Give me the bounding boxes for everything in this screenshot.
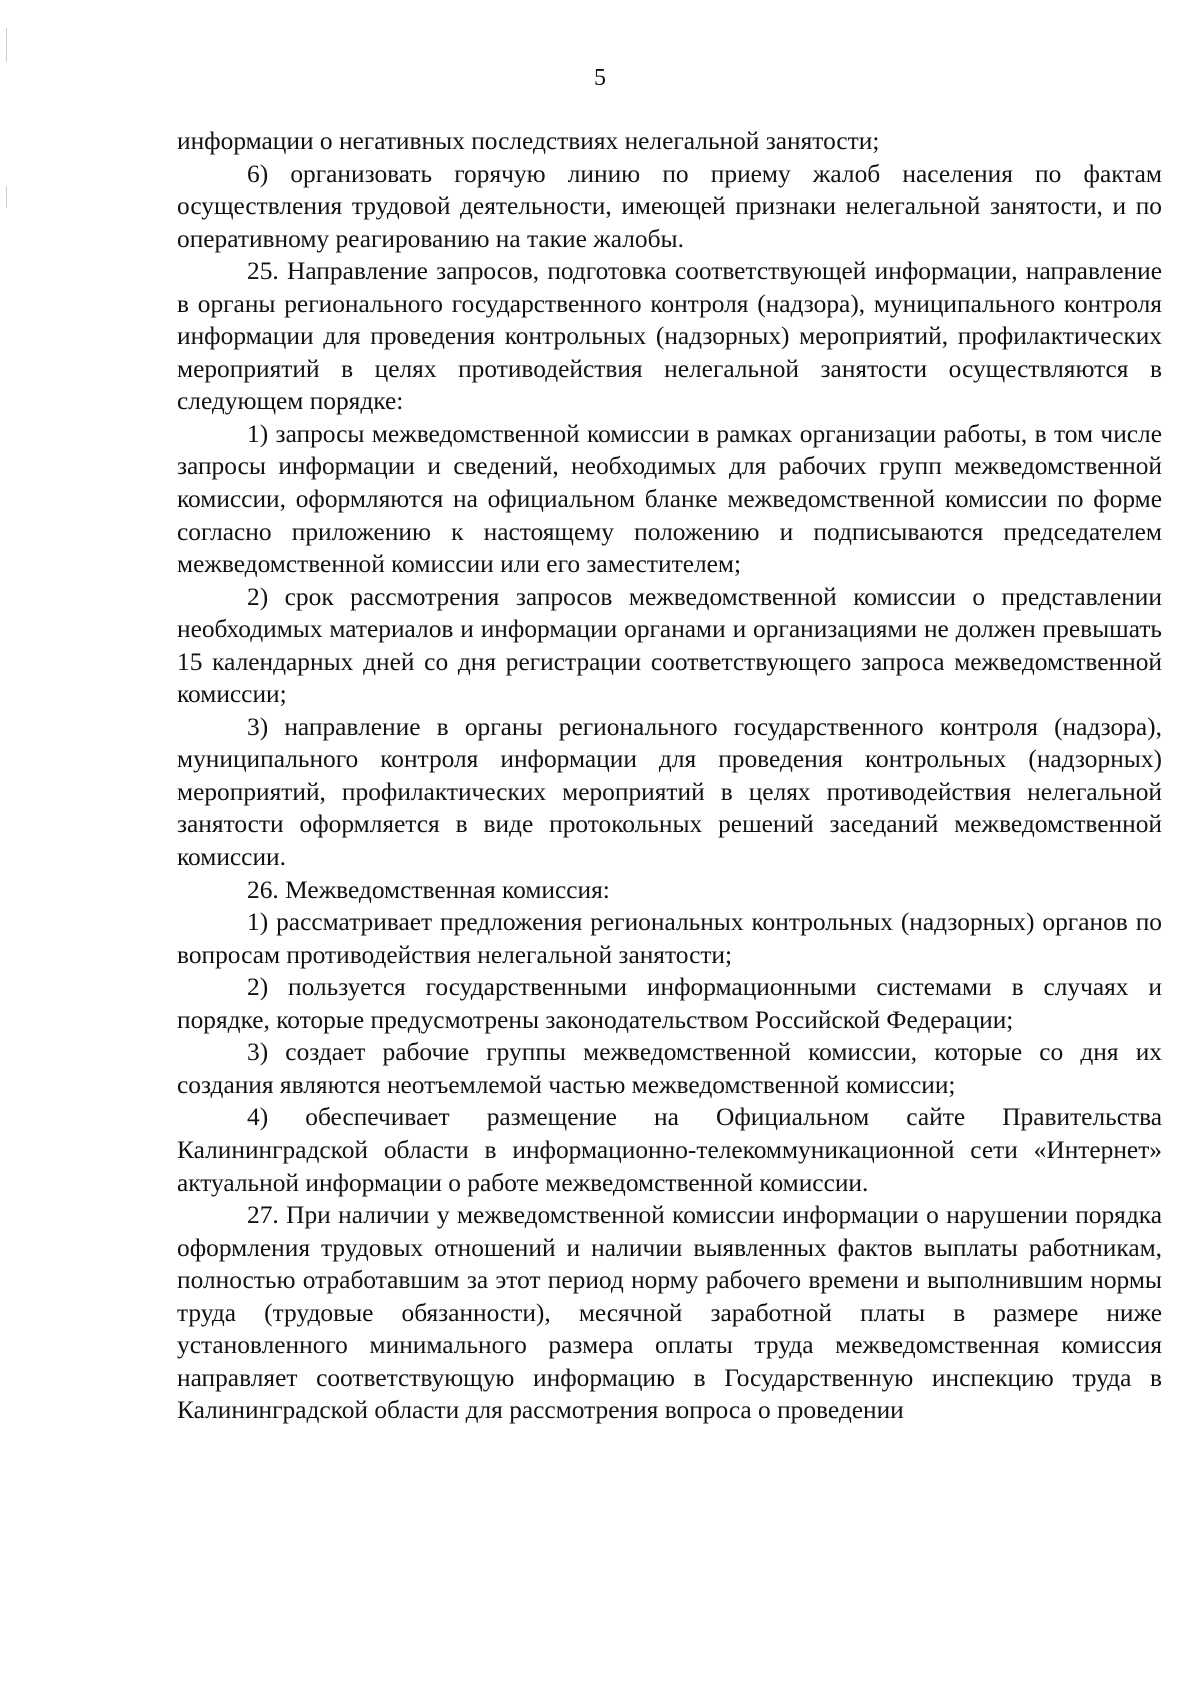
scan-margin-mark [6,186,7,208]
paragraph-clause-25: 25. Направление запросов, подготовка соответствующей информации, направление в органы регионального государственного контроля (надзора), муниципального контроля информации для проведения контрольных (надзорных) мероприятий, профилактических мероприятий в целях противодействия нелегальной занятости осуществляются в следующем порядке: [177,257,1162,416]
paragraph-item-2: 2) пользуется государственными информационными системами в случаях и порядке, которые предусмотрены законодательством Российской Федерации; [177,973,1162,1034]
paragraph-continuation: информации о негативных последствиях нелегальной занятости; [177,127,880,155]
paragraph-clause-27: 27. При наличии у межведомственной комиссии информации о нарушении порядка оформления трудовых отношений и наличии выявленных фактов выплаты работникам, полностью отработавшим за этот период норму рабочего времени и выполнившим нормы труда (трудовые обязанности), месячной заработной платы в размере ниже установленного минимального размера оплаты труда межведомственная комиссия направляет соответствующую информацию в Государственную инспекцию труда в Калининградской области для рассмотрения вопроса о проведении [177,1201,1162,1425]
page-number: 5 [594,65,606,91]
paragraph-item-3: 3) создает рабочие группы межведомственной комиссии, которые со дня их создания являются неотъемлемой частью межведомственной комиссии; [177,1038,1162,1099]
paragraph-item-2: 2) срок рассмотрения запросов межведомственной комиссии о представлении необходимых материалов и информации органами и организациями не должен превышать 15 календарных дней со дня регистрации соответствующего запроса межведомственной комиссии; [177,582,1162,709]
paragraph-clause-26: 26. Межведомственная комиссия: [247,875,610,904]
paragraph-item-6: 6) организовать горячую линию по приему жалоб населения по фактам осуществления трудовой деятельности, имеющей признаки нелегальной занятости, и по оперативному реагированию на такие жалобы. [177,159,1162,253]
document-body [177,125,1162,1427]
paragraph-item-1: 1) запросы межведомственной комиссии в рамках организации работы, в том числе запросы информации и сведений, необходимых для рабочих групп межведомственной комиссии, оформляются на официальном бланке межведомственной комиссии по форме согласно приложению к настоящему положению и подписываются председателем межведомственной комиссии или его заместителем; [177,419,1162,579]
scan-margin-mark [6,28,7,62]
paragraph-item-4: 4) обеспечивает размещение на Официальном сайте Правительства Калининградской области в информационно-телекоммуникационной сети «Интернет» актуальной информации о работе межведомственной комиссии. [177,1103,1162,1197]
paragraph-item-3: 3) направление в органы регионального государственного контроля (надзора), муниципального контроля информации для проведения контрольных (надзорных) мероприятий, профилактических мероприятий в целях противодействия нелегальной занятости оформляется в виде протокольных решений заседаний межведомственной комиссии. [177,712,1162,872]
paragraph-item-1: 1) рассматривает предложения региональных контрольных (надзорных) органов по вопросам противодействия нелегальной занятости; [177,908,1162,969]
